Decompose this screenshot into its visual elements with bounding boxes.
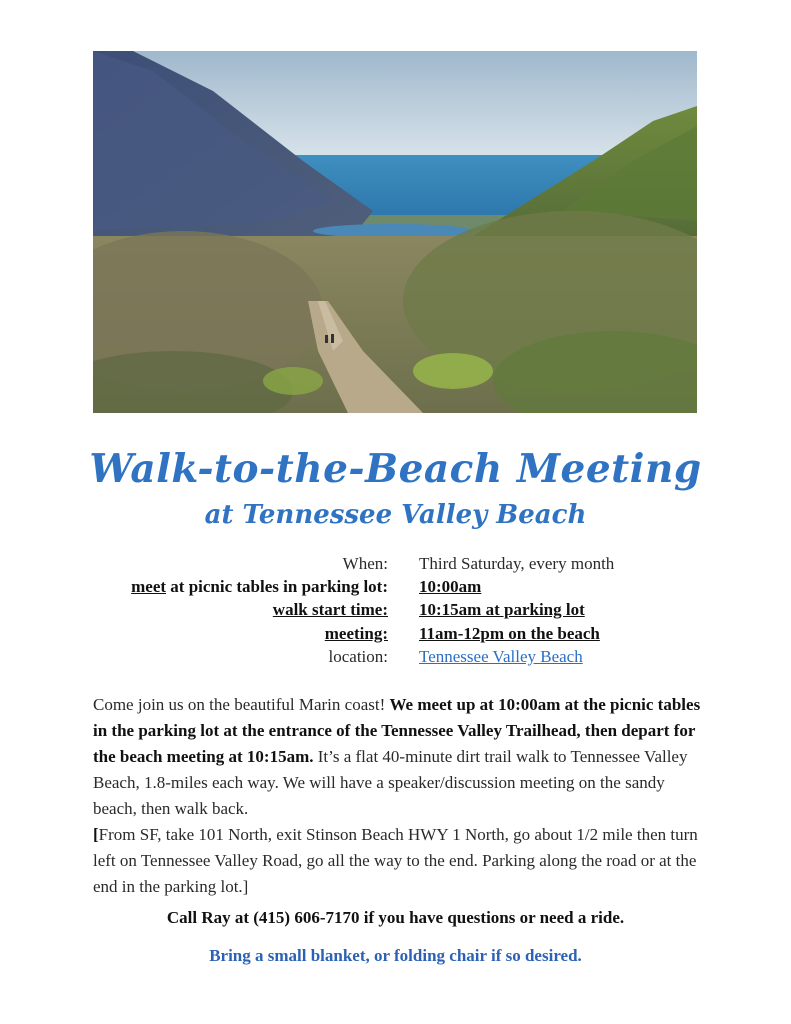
schedule-row-when [0, 554, 791, 578]
intro-rest-text: It’s a flat 40-minute dirt trail walk to Tennessee Valley Beach, 1.8-miles each way. We will have a speaker/discussion meeting on the sandy beach, then walk back. [93, 747, 688, 818]
meeting-label: meeting: [324, 624, 388, 643]
meet-label [131, 577, 388, 597]
schedule-row-walk [0, 600, 791, 624]
meet-value: 10:00am [419, 577, 482, 596]
when-value: Third Saturday, every month [419, 554, 615, 573]
directions-paragraph [93, 822, 703, 900]
location-label: location: [328, 647, 388, 666]
meet-label-underlined: meet [131, 577, 167, 596]
when-label: When: [342, 554, 388, 573]
schedule-row-meet [0, 577, 791, 601]
intro-text: Come join us on the beautiful Marin coast! [93, 695, 390, 714]
call-line: Call Ray at (415) 606-7170 if you have questions or need a ride. [166, 908, 625, 927]
bring-line: Bring a small blanket, or folding chair if so desired. [209, 946, 582, 965]
landscape-photo [93, 51, 697, 413]
schedule-row-meeting [0, 624, 791, 648]
walk-label: walk start time: [272, 600, 388, 619]
intro-paragraph [93, 692, 703, 822]
page-title: Walk-to-the-Beach Meeting [89, 446, 702, 492]
directions-bracket: [ [93, 825, 99, 844]
page-subtitle: at Tennessee Valley Beach [204, 500, 587, 530]
schedule-row-location [0, 647, 791, 671]
landscape-illustration [93, 51, 697, 413]
meet-label-rest: at picnic tables in parking lot: [166, 577, 388, 596]
meeting-value: 11am-12pm on the beach [419, 624, 600, 643]
intro-bold-text: We meet up at 10:00am at the picnic tables in the parking lot at the entrance of the Tennessee Valley Trailhead, then depart for the beach meeting at 10:15am. [93, 695, 701, 766]
directions-text: From SF, take 101 North, exit Stinson Beach HWY 1 North, go about 1/2 mile then turn left on Tennessee Valley Road, go all the way to the end. Parking along the road or at the end in the parking lot.] [93, 825, 698, 896]
location-link[interactable]: Tennessee Valley Beach [419, 647, 583, 666]
walk-value: 10:15am at parking lot [419, 600, 585, 619]
